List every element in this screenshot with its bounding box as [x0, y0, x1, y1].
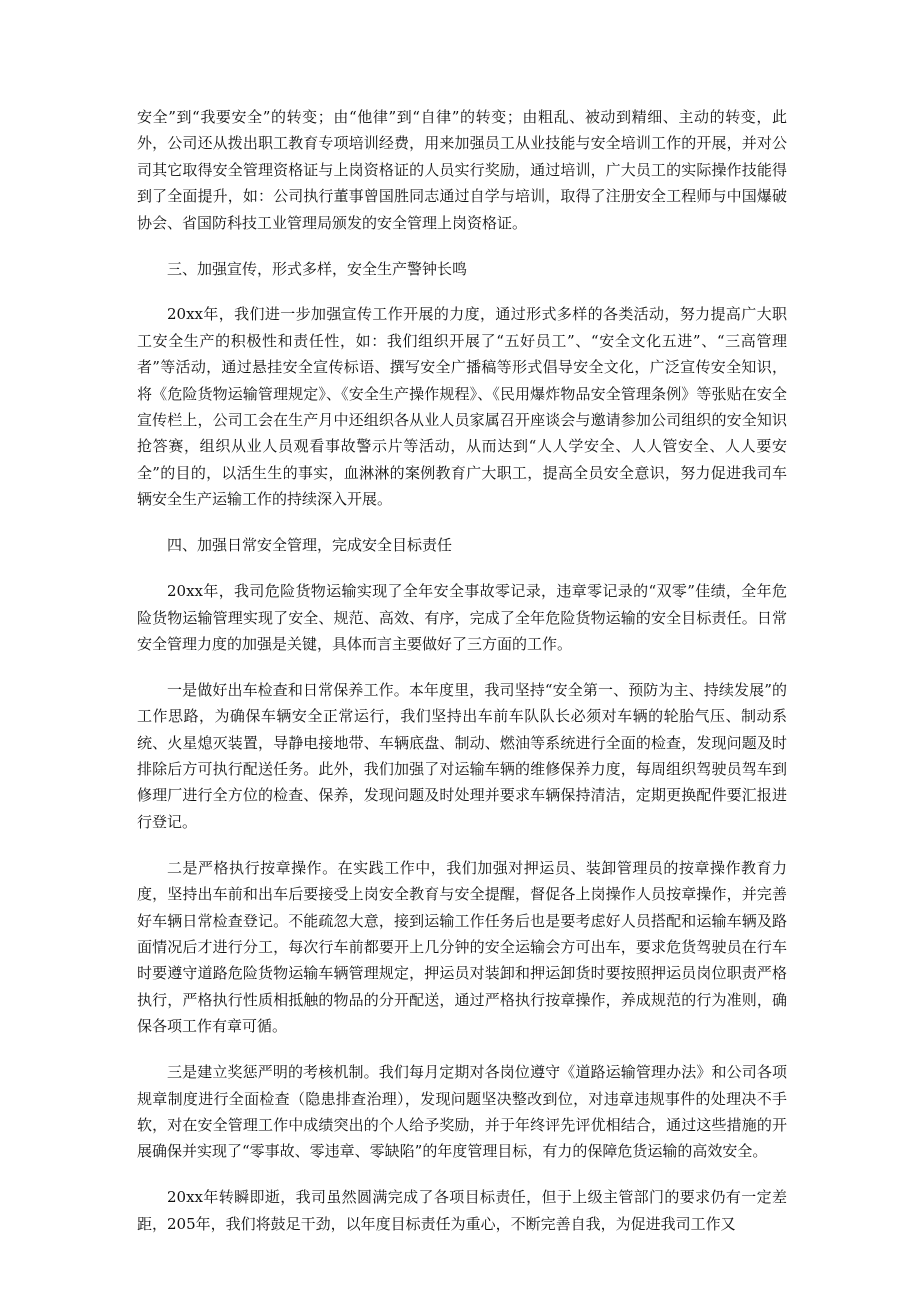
section-heading-publicity: 三、加强宣传，形式多样，安全生产警钟长鸣	[167, 259, 468, 278]
paragraph-intro-continuation: 安全”到“我要安全”的转变；由“他律”到“自律”的转变；由粗乱、被动到精细、主动的转变，此外，公司还从拨出职工教育专项培训经费，用来加强员工从业技能与安全培训工作的开展，并对公司其它取得安全管理资格证与上岗资格证的人员实行奖励，通过培训，广大员工的实际操作技能得到了全面提升，如：公司执行董事曾国胜同志通过自学与培训，取得了注册安全工程师与中国爆破协会、省国防科技工业管理局颁发的安全管理上岗资格证。	[137, 108, 787, 232]
paragraph-reward-mechanism: 三是建立奖惩严明的考核机制。我们每月定期对各岗位遵守《道路运输管理办法》和公司各项规章制度进行全面检查（隐患排查治理），发现问题坚决整改到位，对违章违规事件的处理决不手软，对在安全管理工作中成绩突出的个人给予奖励，并于年终评先评优相结合，通过这些措施的开展确保并实现了“零事故、零违章、零缺陷”的年度管理目标，有力的保障危货运输的高效安全。	[137, 1063, 787, 1161]
section-heading-daily-management: 四、加强日常安全管理，完成安全目标责任	[167, 536, 453, 555]
paragraph-publicity: 20xx年，我们进一步加强宣传工作开展的力度，通过形式多样的各类活动，努力提高广大职工安全生产的积极性和责任性，如：我们组织开展了“五好员工”、“安全文化五进”、“三高管理者”等活动，通过悬挂安全宣传标语、撰写安全广播稿等形式倡导安全文化，广泛宣传安全知识，将《危险货物运输管理规定》、《安全生产操作规程》、《民用爆炸物品安全管理条例》等张贴在安全宣传栏上，公司工会在生产月中还组织各从业人员家属召开座谈会与邀请参加公司组织的安全知识抢答赛，组织从业人员观看事故警示片等活动，从而达到“人人学安全、人人管安全、人人要安全”的目的，以活生生的事实，血淋淋的案例教育广大职工，提高全员安全意识，努力促进我司车辆安全生产运输工作的持续深入开展。	[137, 305, 787, 509]
paragraph-vehicle-inspection: 一是做好出车检查和日常保养工作。本年度里，我司坚持“安全第一、预防为主、持续发展”的工作思路，为确保车辆安全正常运行，我们坚持出车前车队队长必须对车辆的轮胎气压、制动系统、火星熄灭装置，导静电接地带、车辆底盘、制动、燃油等系统进行全面的检查，发现问题及时排除后方可执行配送任务。此外，我们加强了对运输车辆的维修保养力度，每周组织驾驶员驾车到修理厂进行全方位的检查、保养，发现问题及时处理并要求车辆保持清洁，定期更换配件要汇报进行登记。	[137, 680, 787, 831]
document-page	[137, 104, 787, 1257]
paragraph-conclusion: 20xx年转瞬即逝，我司虽然圆满完成了各项目标责任，但于上级主管部门的要求仍有一定差距，205年，我们将鼓足干劲，以年度目标责任为重心，不断完善自我，为促进我司工作又	[137, 1188, 787, 1233]
paragraph-safety-record: 20xx年，我司危险货物运输实现了全年安全事故零记录，违章零记录的“双零”佳绩，全年危险货物运输管理实现了安全、规范、高效、有序，完成了全年危险货物运输的安全目标责任。日常安全管理力度的加强是关键，具体而言主要做好了三方面的工作。	[137, 582, 787, 653]
paragraph-standard-operation: 二是严格执行按章操作。在实践工作中，我们加强对押运员、装卸管理员的按章操作教育力度，坚持出车前和出车后要接受上岗安全教育与安全提醒，督促各上岗操作人员按章操作，并完善好车辆日常检查登记。不能疏忽大意，接到运输工作任务后也是要考虑好人员搭配和运输车辆及路面情况后才进行分工，每次行车前都要开上几分钟的安全运输会方可出车，要求危货驾驶员在行车时要遵守道路危险货物运输车辆管理规定，押运员对装卸和押运卸货时要按照押运员岗位职责严格执行，严格执行性质相抵触的物品的分开配送，通过严格执行按章操作，养成规范的行为准则，确保各项工作有章可循。	[137, 858, 787, 1036]
